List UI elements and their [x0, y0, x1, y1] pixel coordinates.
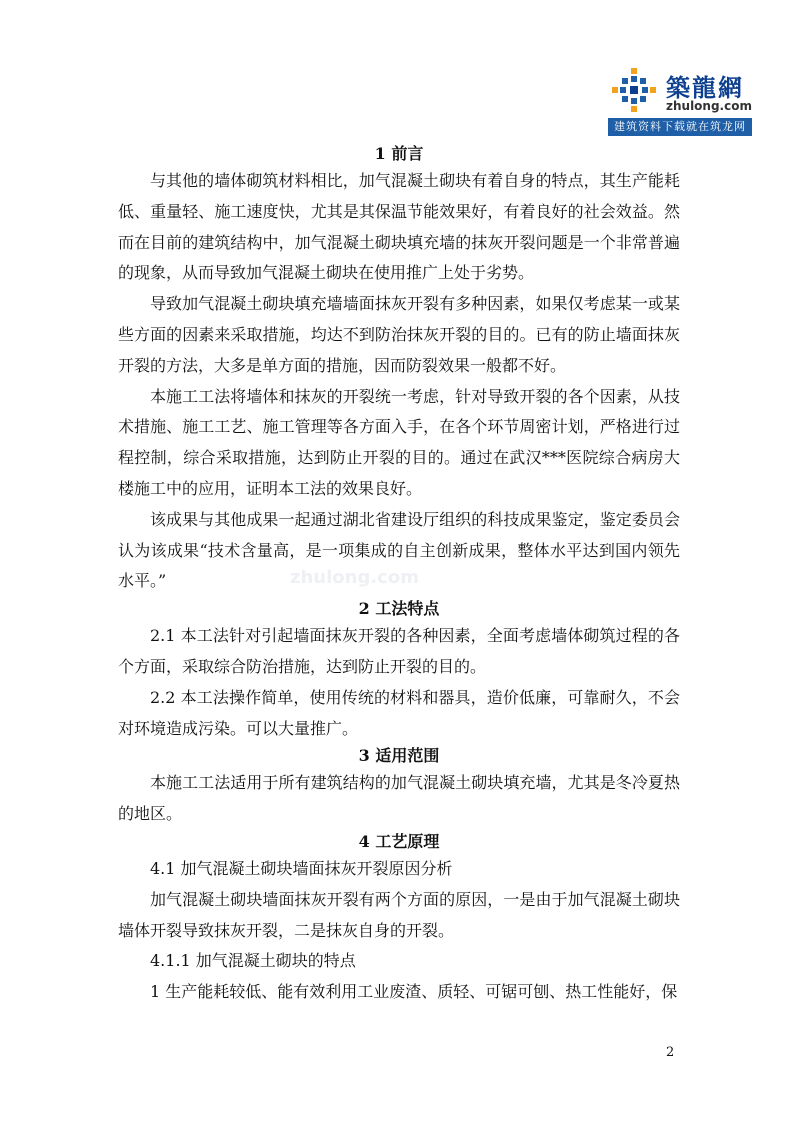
page-number: 2: [666, 1045, 675, 1060]
paragraph: 1 生产能耗较低、能有效利用工业废渣、质轻、可锯可刨、热工性能好，保: [150, 982, 678, 1002]
subsection-heading: 4.1.1 加气混凝土砌块的特点: [150, 951, 356, 971]
section-heading-3: 3 适用范围: [358, 746, 440, 766]
section-heading-4: 4 工艺原理: [358, 831, 440, 851]
paragraph: 导致加气混凝土砌块填充墙墙面抹灰开裂有多种因素，如果仅考虑某一或某些方面的因素来采取措施，均达不到防治抹灰开裂的目的。已有的防止墙面抹灰开裂的方法，大多是单方面的措施，因而防裂效果一般都不好。: [118, 294, 680, 375]
logo-chinese-text: 築龍網: [666, 73, 744, 102]
subsection-heading: 4.1 加气混凝土砌块墙面抹灰开裂原因分析: [150, 858, 453, 878]
section-heading-1: 1 前言: [374, 144, 424, 163]
snowflake-logo-icon: [610, 66, 658, 114]
paragraph: 2.2 本工法操作简单，使用传统的材料和器具，造价低廉，可靠耐久，不会对环境造成污染。可以大量推广。: [118, 687, 680, 738]
document-body: [118, 142, 680, 1008]
logo-english-text: zhulong.com: [666, 99, 752, 113]
watermark: zhulong.com: [290, 567, 419, 588]
zhulong-logo: [608, 62, 752, 136]
paragraph: 本施工工法将墙体和抹灰的开裂统一考虑，针对导致开裂的各个因素，从技术措施、施工工艺、施工管理等各方面入手，在各个环节周密计划，严格进行过程控制，综合采取措施，达到防止开裂的目的。通过在武汉***医院综合病房大楼施工中的应用，证明本工法的效果良好。: [118, 386, 680, 498]
paragraph: 2.1 本工法针对引起墙面抹灰开裂的各种因素，全面考虑墙体砌筑过程的各个方面，采取综合防治措施，达到防止开裂的目的。: [118, 626, 680, 676]
paragraph: 该成果与其他成果一起通过湖北省建设厅组织的科技成果鉴定，鉴定委员会认为该成果“技术含量高，是一项集成的自主创新成果，整体水平达到国内领先水平。”: [118, 509, 680, 591]
paragraph: 加气混凝土砌块墙面抹灰开裂有两个方面的原因，一是由于加气混凝土砌块墙体开裂导致抹灰开裂，二是抹灰自身的开裂。: [118, 889, 680, 940]
paragraph: 与其他的墙体砌筑材料相比，加气混凝土砌块有着自身的特点，其生产能耗低、重量轻、施工速度快，尤其是其保温节能效果好，有着良好的社会效益。然而在目前的建筑结构中，加气混凝土砌块填充墙的抹灰开裂问题是一个非常普遍的现象，从而导致加气混凝土砌块在使用推广上处于劣势。: [118, 171, 680, 283]
logo-tagline: 建筑资料下载就在筑龙网: [608, 118, 752, 136]
section-heading-2: 2 工法特点: [358, 599, 440, 619]
paragraph: 本施工工法适用于所有建筑结构的加气混凝土砌块填充墙，尤其是冬冷夏热的地区。: [118, 773, 680, 824]
